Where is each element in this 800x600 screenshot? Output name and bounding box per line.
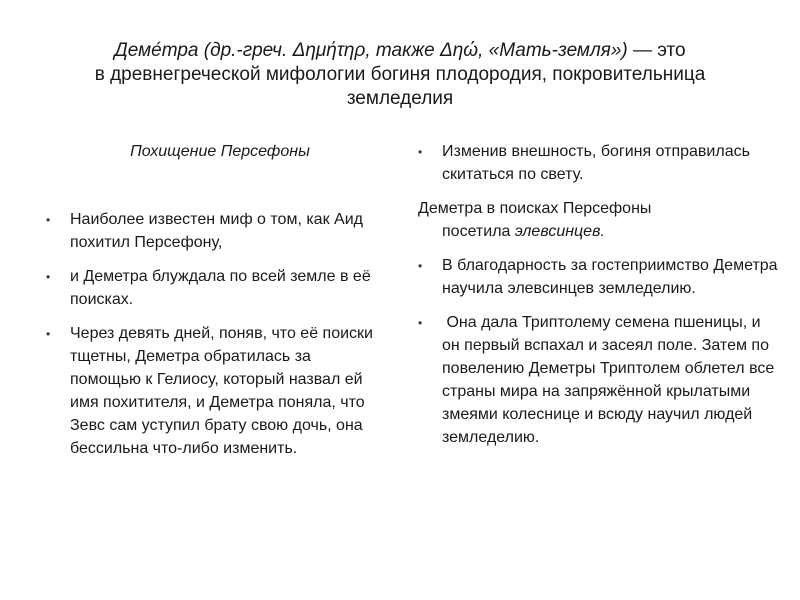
list-item-text: Наиболее известен миф о том, как Аид похитил Персефону, — [70, 211, 363, 251]
left-bullet-list — [46, 208, 386, 460]
title-italic-part: Деме́тра (др.-греч. Δημήτηρ, также Δηώ, «Мать-земля») — [114, 40, 628, 61]
list-item — [46, 322, 386, 460]
plain-paragraph — [418, 197, 778, 243]
list-item-text: Через девять дней, поняв, что её поиски тщетны, Деметра обратилась за помощью к Гелиосу, который назвал ей имя похитителя, и Деметра поняла, что Зевс сам уступил брату свою дочь, она бессильна что-либо изменить. — [70, 325, 373, 457]
list-item — [46, 208, 386, 254]
list-item — [418, 140, 778, 186]
list-item-text: В благодарность за гостеприимство Деметра научила элевсинцев земледелию. — [442, 257, 778, 297]
list-item — [418, 311, 778, 449]
slide-title — [40, 39, 760, 111]
title-rest-part: — это — [627, 40, 686, 61]
bullet-icon: • — [418, 259, 423, 273]
title-line-2: в древнегреческой мифологии богиня плодородия, покровительница — [94, 64, 706, 85]
list-item — [418, 254, 778, 300]
plain-paragraph-start: посетила — [442, 223, 515, 240]
title-line-1 — [40, 39, 760, 63]
list-item-text: и Деметра блуждала по всей земле в её поисках. — [70, 268, 371, 308]
bullet-icon: • — [418, 316, 423, 330]
bullet-icon: • — [46, 213, 51, 227]
bullet-icon: • — [46, 327, 51, 341]
list-item-text: Изменив внешность, богиня отправилась скитаться по свету. — [442, 143, 750, 183]
right-column — [418, 140, 778, 449]
left-subtitle: Похищение Персефоны — [130, 143, 310, 160]
left-column — [46, 140, 386, 460]
bullet-icon: • — [46, 270, 51, 284]
plain-paragraph-line-1: Деметра в поисках Персефоны — [418, 200, 652, 217]
title-line-3: земледелия — [346, 88, 454, 109]
plain-paragraph-line-2 — [418, 220, 778, 243]
list-item — [46, 265, 386, 311]
elevsinians-italic: элевсинцев. — [514, 223, 605, 240]
list-item-text: Она дала Триптолему семена пшеницы, и он первый вспахал и засеял поле. Затем по повелению Деметры Триптолем облетел все страны мира на запряжённой крылатыми змеями колеснице и всюду научил людей земледелию. — [442, 314, 779, 446]
bullet-icon: • — [418, 145, 423, 159]
